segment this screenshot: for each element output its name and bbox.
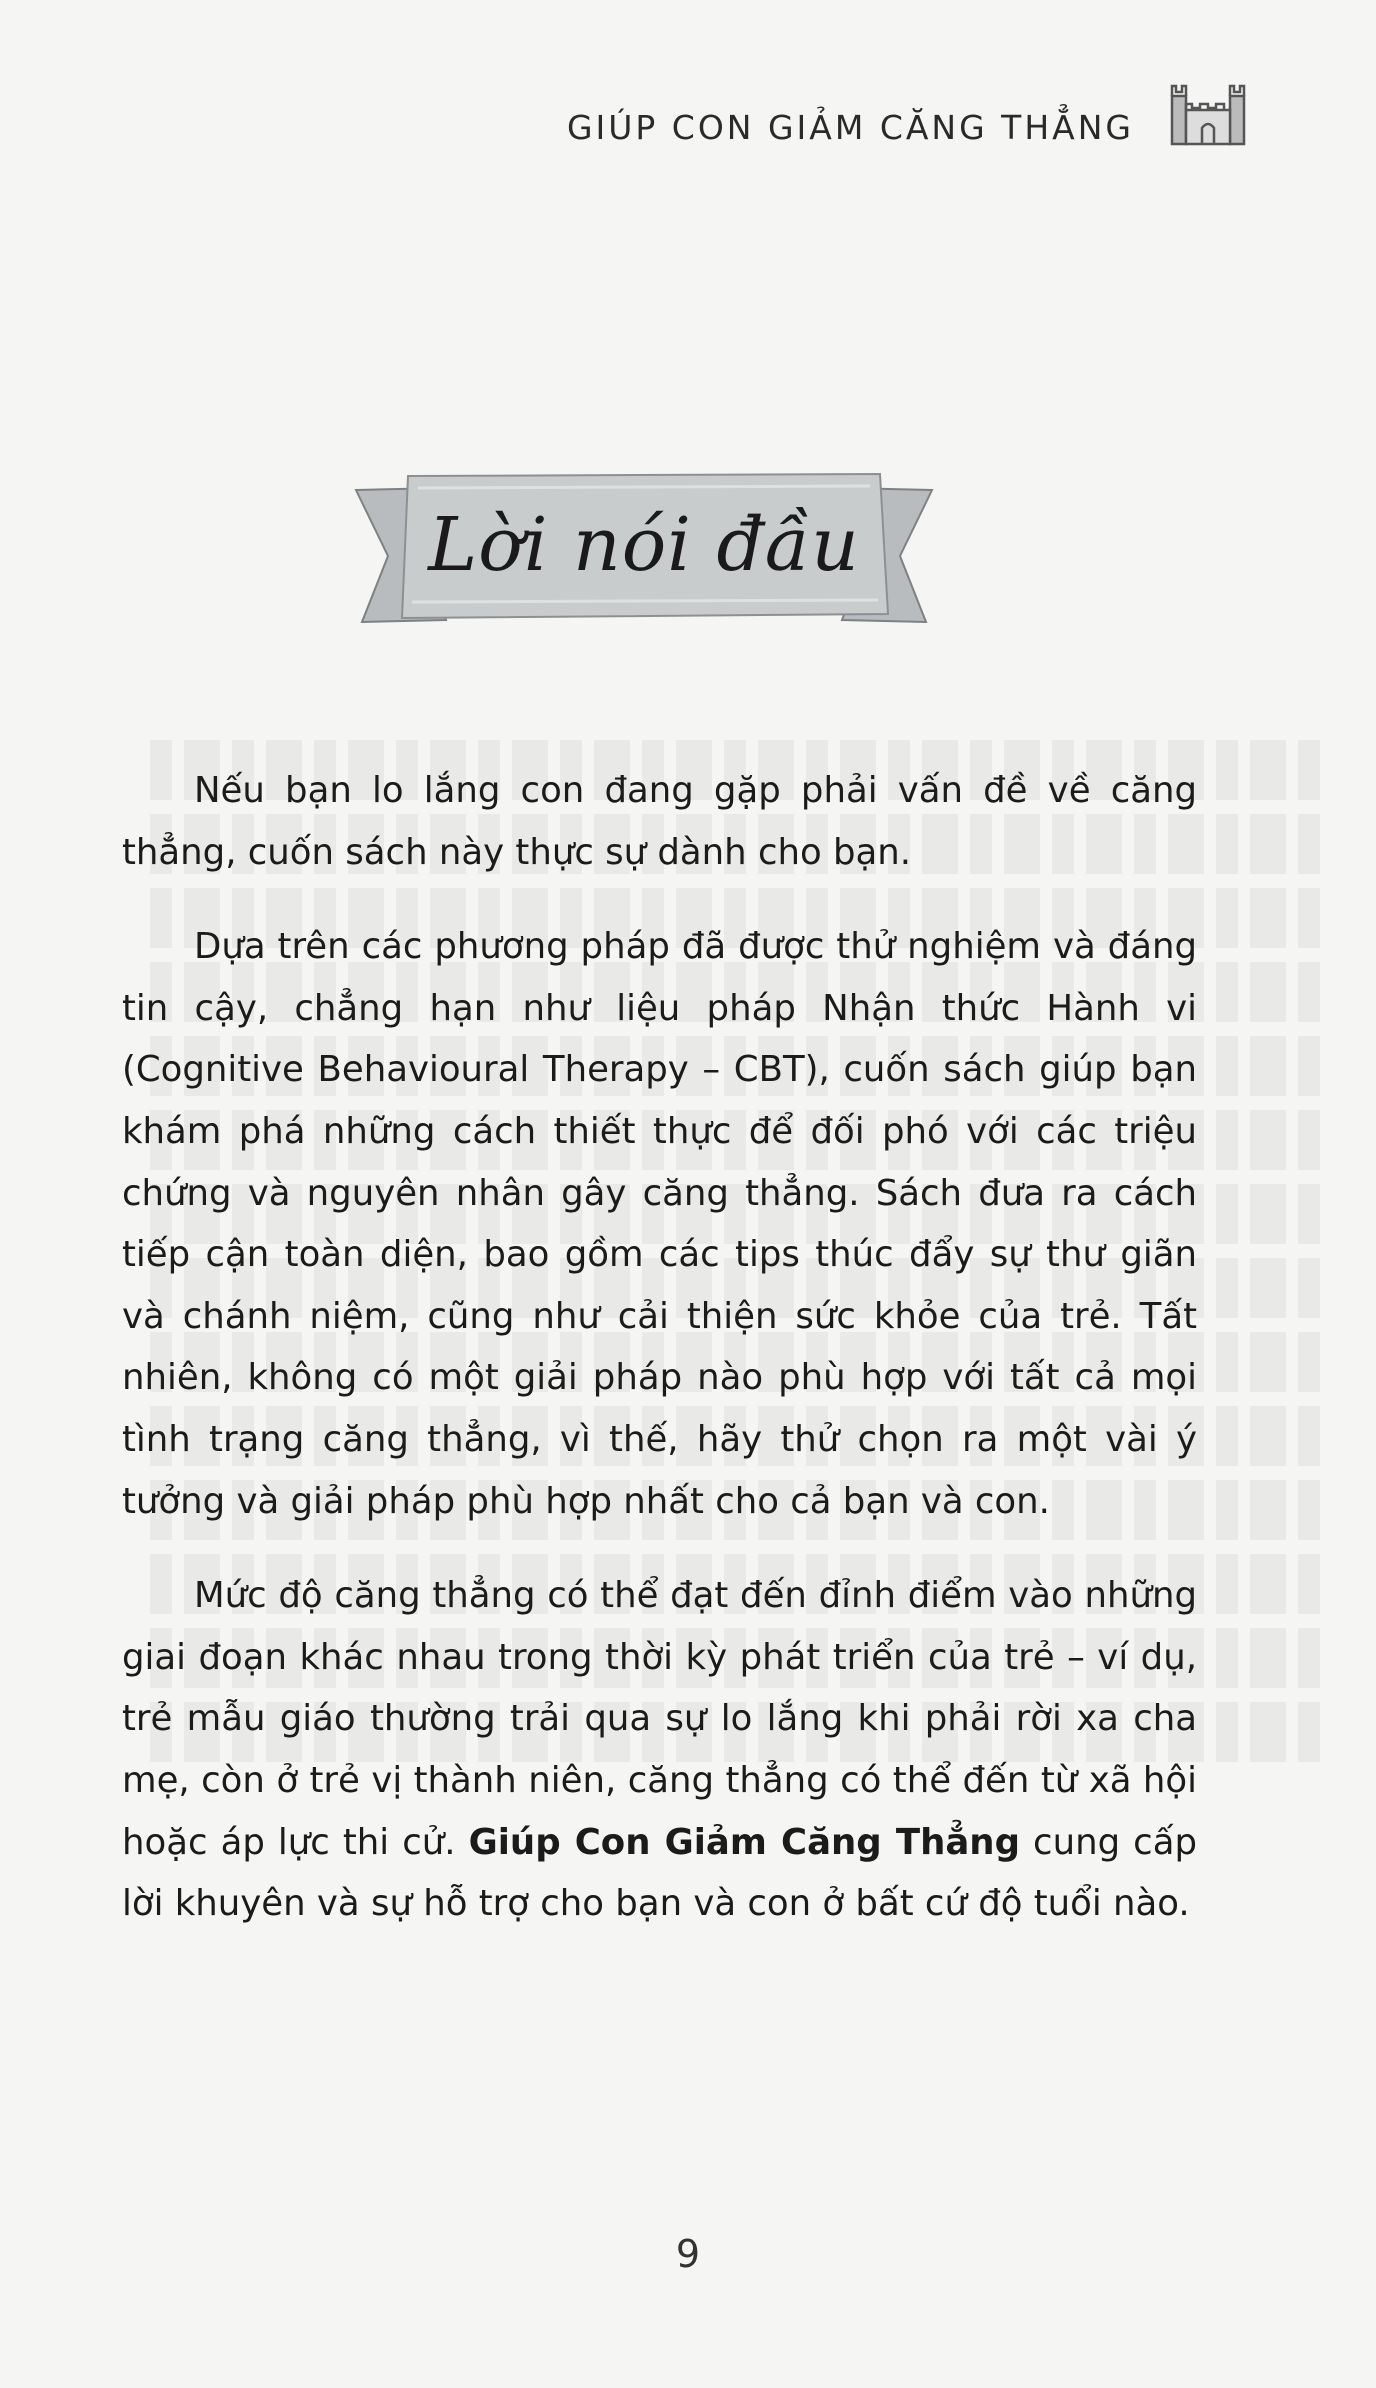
book-title-bold: Giúp Con Giảm Căng Thẳng	[468, 1821, 1020, 1863]
paragraph-3	[122, 1565, 1197, 1935]
castle-icon	[1160, 74, 1260, 150]
paragraph-3-text-after: cung cấp lời khuyên và sự hỗ trợ cho bạn và con ở bất cứ độ tuổi nào.	[122, 1821, 1197, 1925]
section-title: Lời nói đầu	[428, 502, 860, 588]
body-text	[122, 760, 1197, 1968]
page-number: 9	[675, 2232, 701, 2276]
paragraph-3-text-before: Mức độ căng thẳng có thể đạt đến đỉnh điểm vào những giai đoạn khác nhau trong thời kỳ phát triển của trẻ – ví dụ, trẻ mẫu giáo thường trải qua sự lo lắng khi phải rời xa cha mẹ, còn ở trẻ vị thành niên, căng thẳng có thể đến từ xã hội hoặc áp lực thi cử.	[122, 1575, 1197, 1863]
running-head-title: GIÚP CON GIẢM CĂNG THẲNG	[566, 108, 1134, 147]
paragraph-1: Nếu bạn lo lắng con đang gặp phải vấn đề về căng thẳng, cuốn sách này thực sự dành cho bạn.	[122, 770, 1197, 873]
paragraph-2: Dựa trên các phương pháp đã được thử nghiệm và đáng tin cậy, chẳng hạn như liệu pháp Nhận thức Hành vi (Cognitive Behavioural Therapy – CBT), cuốn sách giúp bạn khám phá những cách thiết thực để đối phó với các triệu chứng và nguyên nhân gây căng thẳng. Sách đưa ra cách tiếp cận toàn diện, bao gồm các tips thúc đẩy sự thư giãn và chánh niệm, cũng như cải thiện sức khỏe của trẻ. Tất nhiên, không có một giải pháp nào phù hợp với tất cả mọi tình trạng căng thẳng, vì thế, hãy thử chọn ra một vài ý tưởng và giải pháp phù hợp nhất cho cả bạn và con.	[122, 926, 1197, 1522]
